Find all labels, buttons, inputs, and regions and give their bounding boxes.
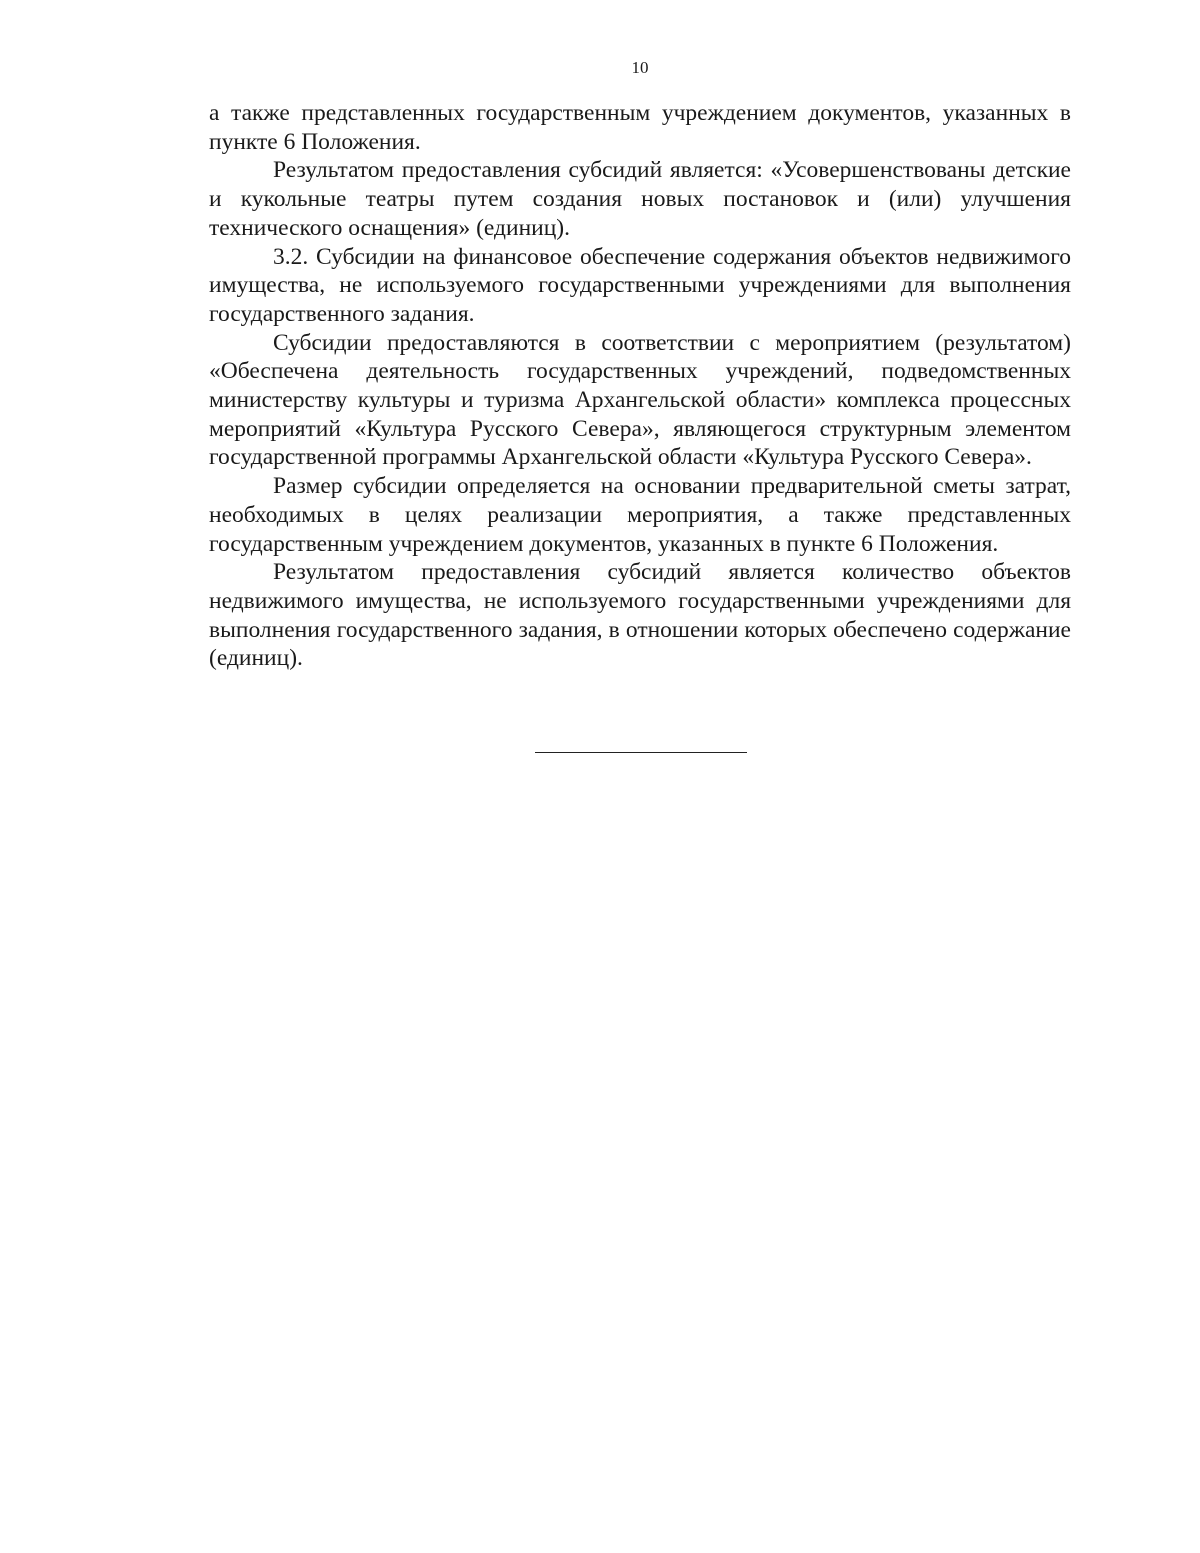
paragraph-subsidy-amount: Размер субсидии определяется на основании предварительной сметы затрат, необходимых в целях реализации мероприятия, а также представленных государственным учреждением документов, указанных в пункте 6 Положения. <box>209 473 1071 557</box>
end-of-document-rule <box>535 752 747 753</box>
paragraph-section-3-2: 3.2. Субсидии на финансовое обеспечение содержания объектов недвижимого имущества, не используемого государственными учреждениями для выполнения государственного задания. <box>209 243 1071 327</box>
document-body <box>209 99 1071 673</box>
paragraph-result-objects: Результатом предоставления субсидий является количество объектов недвижимого имущества, не используемого государственными учреждениями для выполнения государственного задания, в отношении которых обеспечено содержание (единиц). <box>209 559 1071 672</box>
paragraph-result-theatres: Результатом предоставления субсидий является: «Усовершенствованы детские и кукольные театры путем создания новых постановок и (или) улучшения технического оснащения» (единиц). <box>209 157 1071 241</box>
paragraph-subsidy-basis: Субсидии предоставляются в соответствии с мероприятием (результатом) «Обеспечена деятельность государственных учреждений, подведомственных министерству культуры и туризма Архангельской области» комплекса процессных мероприятий «Культура Русского Севера», являющегося структурным элементом государственной программы Архангельской области «Культура Русского Севера». <box>209 329 1071 471</box>
page-number: 10 <box>631 58 649 77</box>
paragraph-continuation: а также представленных государственным учреждением документов, указанных в пункте 6 Положения. <box>209 100 1071 155</box>
